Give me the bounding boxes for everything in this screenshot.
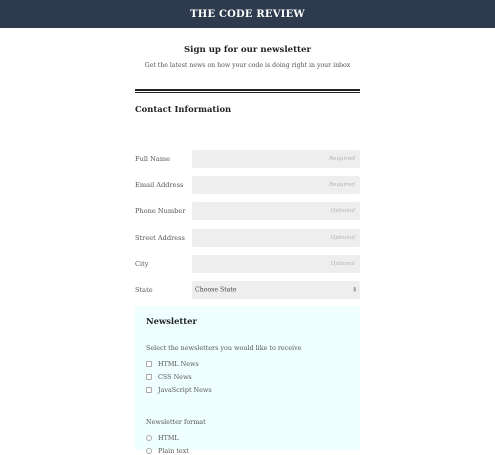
format-plain-text[interactable] [146,446,189,455]
phone-placeholder: Optional [330,208,355,214]
css-news-checkbox[interactable] [146,374,152,380]
css-news-label: CSS News [158,372,192,381]
street-placeholder: Optional [330,235,355,241]
option-javascript-news[interactable] [146,385,212,394]
contact-heading: Contact Information [135,104,232,114]
street-input[interactable] [192,229,360,247]
top-bar [0,0,495,28]
full-name-input[interactable] [192,150,360,168]
email-placeholder: Required [328,182,355,188]
format-html-label: HTML [158,433,179,442]
html-news-label: HTML News [158,359,199,368]
full-name-label: Full Name [135,155,170,163]
option-html-news[interactable] [146,359,199,368]
newsletter-prompt: Select the newsletters you would like to receive [146,344,302,352]
email-input[interactable] [192,176,360,194]
newsletter-panel [135,306,360,455]
select-arrows-icon: ⇕ [351,286,357,294]
city-input[interactable] [192,255,360,273]
email-label: Email Address [135,181,184,189]
format-html[interactable] [146,433,179,442]
full-name-placeholder: Required [328,156,355,162]
signup-title: Sign up for our newsletter [183,45,312,55]
section-divider [135,89,360,93]
html-news-checkbox[interactable] [146,361,152,367]
option-css-news[interactable] [146,372,192,381]
phone-input[interactable] [192,202,360,220]
newsletter-heading: Newsletter [146,316,197,326]
javascript-news-label: JavaScript News [158,385,212,394]
format-plain-text-label: Plain text [158,446,189,455]
state-label: State [135,286,153,294]
city-label: City [135,260,149,268]
signup-subtitle: Get the latest news on how your code is doing right in your inbox [144,62,351,69]
site-brand[interactable]: THE CODE REVIEW [190,8,305,20]
street-label: Street Address [135,234,185,242]
format-html-radio[interactable] [146,435,152,441]
state-select[interactable] [192,281,360,299]
state-selected-value: Choose State [195,286,237,294]
javascript-news-checkbox[interactable] [146,387,152,393]
newsletter-format-label: Newsletter format [146,418,206,426]
format-plain-text-radio[interactable] [146,448,152,454]
city-placeholder: Optional [330,261,355,267]
phone-label: Phone Number [135,207,186,215]
